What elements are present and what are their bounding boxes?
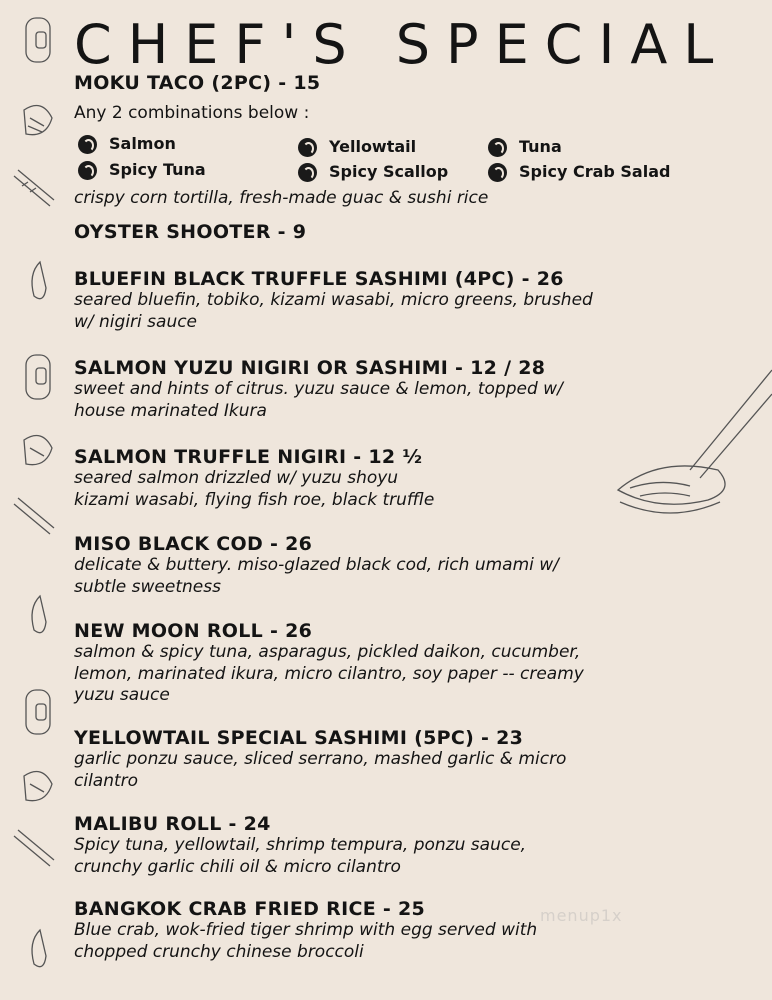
fish-logo-icon [488, 138, 507, 157]
item-description: salmon & spicy tuna, asparagus, pickled daikon, cucumber, [74, 642, 581, 662]
nigiri-icon [32, 262, 46, 299]
item-name: YELLOWTAIL SPECIAL SASHIMI (5PC) - 23 [74, 727, 524, 749]
nigiri-icon [24, 106, 52, 135]
moku-description: crispy corn tortilla, fresh-made guac & sushi rice [74, 188, 489, 208]
item-description: crunchy garlic chili oil & micro cilantro [74, 856, 401, 877]
fish-logo-icon [78, 161, 97, 180]
menu-item [74, 221, 674, 243]
menu-item-moku-taco [74, 72, 674, 94]
chopsticks-icon [14, 170, 54, 206]
nigiri-icon [32, 930, 46, 967]
item-description: house marinated Ikura [74, 400, 267, 421]
menu-item [74, 727, 674, 792]
menu-item [74, 268, 674, 333]
item-name: SALMON YUZU NIGIRI OR SASHIMI - 12 / 28 [74, 357, 546, 379]
page-title: CHEF'S SPECIAL [74, 13, 730, 76]
item-name: MOKU TACO (2PC) - 15 [74, 72, 321, 94]
fish-logo-icon [298, 163, 317, 182]
item-description: w/ nigiri sauce [74, 311, 198, 332]
sushi-roll-icon [26, 690, 50, 734]
nigiri-icon [32, 596, 46, 633]
menu-item [74, 446, 674, 511]
item-name: BANGKOK CRAB FRIED RICE - 25 [74, 898, 426, 920]
nigiri-icon [24, 772, 52, 801]
nigiri-icon [24, 436, 52, 465]
chopsticks-icon [14, 498, 54, 534]
item-description: delicate & buttery. miso-glazed black cod, rich umami w/ [74, 555, 559, 575]
item-description: lemon, marinated ikura, micro cilantro, soy paper -- creamy [74, 663, 584, 684]
menu-item [74, 533, 674, 598]
chopsticks-icon [14, 830, 54, 866]
item-name: MISO BLACK COD - 26 [74, 533, 313, 555]
item-description: subtle sweetness [74, 576, 221, 597]
item-description: garlic ponzu sauce, sliced serrano, mashed garlic & micro [74, 749, 567, 769]
item-description: yuzu sauce [74, 685, 170, 705]
item-description: seared bluefin, tobiko, kizami wasabi, micro greens, brushed [74, 290, 593, 310]
item-description: chopped crunchy chinese broccoli [74, 941, 364, 962]
option-salmon: Salmon [78, 134, 176, 154]
item-name: NEW MOON ROLL - 26 [74, 620, 313, 642]
item-description: Spicy tuna, yellowtail, shrimp tempura, ponzu sauce, [74, 835, 527, 855]
item-description: Blue crab, wok-fried tiger shrimp with egg served with [74, 920, 538, 940]
sushi-roll-icon [26, 18, 50, 62]
option-spicy-crab-salad: Spicy Crab Salad [488, 162, 670, 182]
fish-logo-icon [298, 138, 317, 157]
menu-item [74, 813, 674, 878]
fish-logo-icon [488, 163, 507, 182]
moku-intro: Any 2 combinations below : [74, 103, 310, 123]
item-name: OYSTER SHOOTER - 9 [74, 221, 307, 243]
menu-item [74, 357, 674, 422]
sushi-doodles-left [0, 0, 60, 1000]
fish-logo-icon [78, 135, 97, 154]
watermark: menup1x [540, 906, 623, 925]
sushi-roll-icon [26, 355, 50, 399]
item-name: MALIBU ROLL - 24 [74, 813, 271, 835]
option-yellowtail: Yellowtail [298, 137, 416, 157]
item-description: seared salmon drizzled w/ yuzu shoyu [74, 468, 399, 488]
item-description: kizami wasabi, flying fish roe, black truffle [74, 489, 435, 510]
option-spicy-tuna: Spicy Tuna [78, 160, 206, 180]
option-tuna: Tuna [488, 137, 562, 157]
item-description: cilantro [74, 770, 139, 791]
menu-item [74, 620, 674, 707]
item-description: sweet and hints of citrus. yuzu sauce & lemon, topped w/ [74, 379, 563, 399]
item-name: SALMON TRUFFLE NIGIRI - 12 ½ [74, 446, 423, 468]
item-name: BLUEFIN BLACK TRUFFLE SASHIMI (4PC) - 26 [74, 268, 564, 290]
option-spicy-scallop: Spicy Scallop [298, 162, 448, 182]
